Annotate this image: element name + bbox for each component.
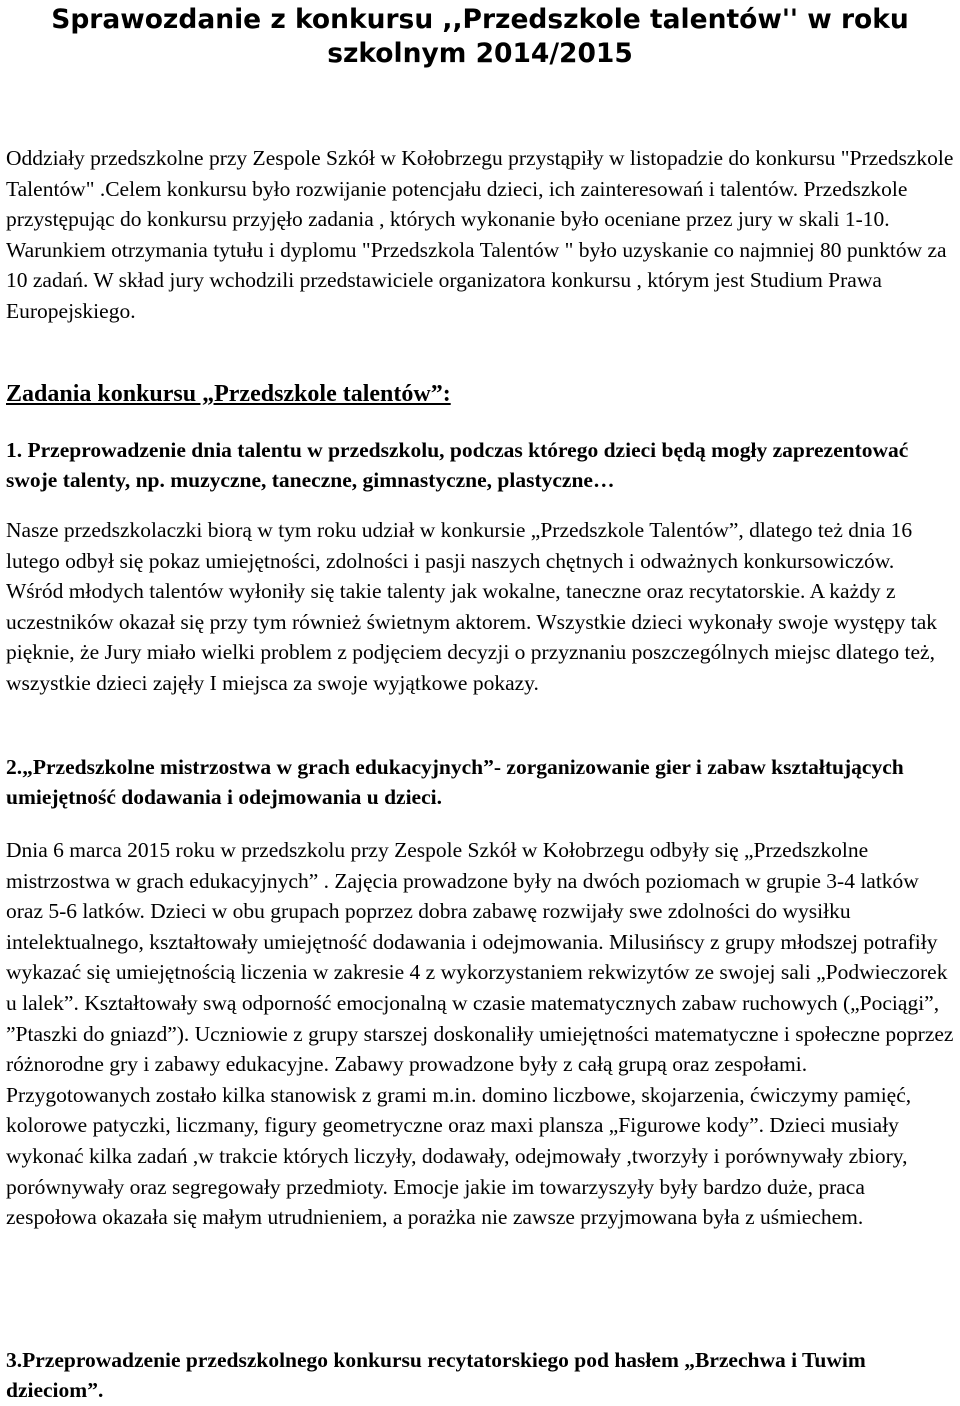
- task-2-heading: 2.„Przedszkolne mistrzostwa w grach edukacyjnych”- zorganizowanie gier i zabaw kształtujących umiejętność dodawania i odejmowania u dzieci.: [6, 755, 904, 809]
- task-3-heading: 3.Przeprowadzenie przedszkolnego konkursu recytatorskiego pod hasłem „Brzechwa i Tuwim dzieciom”.: [6, 1348, 866, 1402]
- task-1-heading: 1. Przeprowadzenie dnia talentu w przedszkolu, podczas którego dzieci będą mogły zaprezentować swoje talenty, np. muzyczne, taneczne, gimnastyczne, plastyczne…: [6, 438, 909, 492]
- document-title: [6, 0, 954, 71]
- title-line-1: Sprawozdanie z konkursu ,,Przedszkole talentów'' w roku: [51, 4, 909, 35]
- intro-paragraph: Oddziały przedszkolne przy Zespole Szkół w Kołobrzegu przystąpiły w listopadzie do konkursu "Przedszkole Talentów" .Celem konkursu było rozwijanie potencjału dzieci, ich zainteresowań i talentów. Przedszkole przystępując do konkursu przyjęło zadania , których wykonanie było oceniane przez jury w skali 1-10. Warunkiem otrzymania tytułu i dyplomu "Przedszkola Talentów " było uzyskanie co najmniej 80 punktów za 10 zadań. W skład jury wchodzili przedstawiciele organizatora konkursu , którym jest Studium Prawa Europejskiego.: [6, 146, 954, 323]
- section-heading: Zadania konkursu „Przedszkole talentów”:: [6, 381, 451, 407]
- task-2-paragraph: Dnia 6 marca 2015 roku w przedszkolu przy Zespole Szkół w Kołobrzegu odbyły się „Przedszkolne mistrzostwa w grach edukacyjnych” . Zajęcia prowadzone były na dwóch poziomach w grupie 3-4 latków oraz 5-6 latków. Dzieci w obu grupach poprzez dobra zabawę rozwijały swe zdolności do wysiłku intelektualnego, kształtowały umiejętność dodawania i odejmowania. Milusińscy z grupy młodszej potrafiły wykazać się umiejętnością liczenia w zakresie 4 z wykorzystaniem rekwizytów ze swojej sali „Podwieczorek u lalek”. Kształtowały swą odporność emocjonalną w czasie matematycznych zabaw ruchowych („Pociągi”, ”Ptaszki do gniazd”). Uczniowie z grupy starszej doskonaliły umiejętności matematyczne i społeczne poprzez różnorodne gry i zabawy edukacyjne. Zabawy prowadzone były z całą grupą oraz zespołami. Przygotowanych zostało kilka stanowisk z grami m.in. domino liczbowe, skojarzenia, ćwiczymy pamięć, kolorowe patyczki, liczmany, figury geometryczne oraz maxi plansza „Figurowe kody”. Dzieci musiały wykonać kilka zadań ,w trakcie których liczyły, dodawały, odejmowały ,tworzyły i porównywały zbiory, porównywały oraz segregowały przedmioty. Emocje jakie im towarzyszyły były bardzo duże, praca zespołowa okazała się małym utrudnieniem, a porażka nie zawsze przyjmowana była z uśmiechem.: [6, 838, 954, 1230]
- title-line-2: szkolnym 2014/2015: [327, 38, 633, 69]
- task-1-paragraph: Nasze przedszkolaczki biorą w tym roku udział w konkursie „Przedszkole Talentów”, dlatego też dnia 16 lutego odbył się pokaz umiejętności, zdolności i pasji naszych chętnych i odważnych konkursowiczów. Wśród młodych talentów wyłoniły się takie talenty jak wokalne, taneczne oraz recytatorskie. A każdy z uczestników okazał się przy tym również świetnym aktorem. Wszystkie dzieci wykonały swoje występy tak pięknie, że Jury miało wielki problem z podjęciem decyzji o przyznaniu poszczególnych miejsc dlatego też, wszystkie dzieci zajęły I miejsca za swoje wyjątkowe pokazy.: [6, 518, 938, 695]
